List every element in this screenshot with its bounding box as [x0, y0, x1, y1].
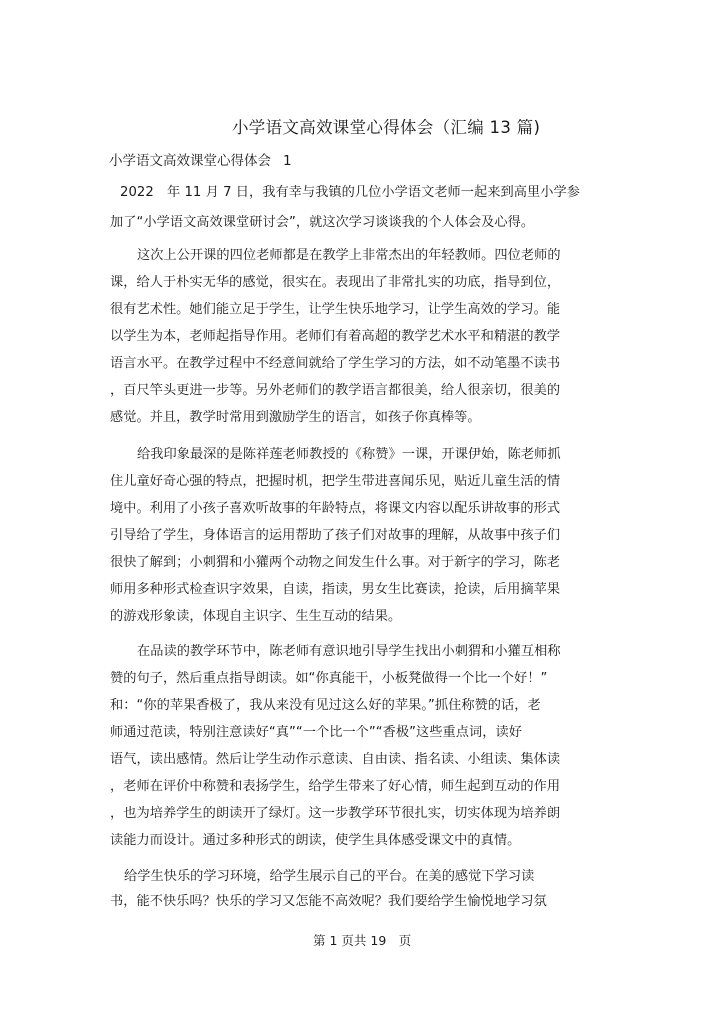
text-line: 赞的句子，然后重点指导朗读。如“你真能干，小板凳做得一个比一个好！” — [110, 671, 548, 686]
text-line: 境中。利用了小孩子喜欢听故事的年龄特点，将课文内容以配乐讲故事的形式 — [110, 501, 561, 516]
text-line: 这次上公开课的四位老师都是在教学上非常杰出的年轻教师。四位老师的 — [137, 248, 561, 263]
text-line: 在品读的教学环节中，陈老师有意识地引导学生找出小刺猬和小獾互相称 — [137, 644, 561, 659]
text-line: 以学生为本，老师起指导作用。老师们有着高超的教学艺术水平和精湛的教学 — [110, 329, 561, 344]
text-line: 的游戏形象读，体现自主识字、生生互动的结果。 — [110, 609, 402, 624]
text-line: 课，给人于朴实无华的感觉，很实在。表现出了非常扎实的功底，指导到位， — [110, 275, 561, 290]
text-line: 很有艺术性。她们能立足于学生，让学生快乐地学习，让学生高效的学习。能 — [110, 302, 561, 317]
text-line: 读能力而设计。通过多种形式的朗读，使学生具体感受课文中的真情。 — [110, 833, 521, 848]
section-heading — [109, 149, 292, 169]
document-title: 小学语文高效课堂心得体会（汇编 13 篇) — [232, 118, 541, 137]
text-line: 感觉。并且，教学时常用到激励学生的语言，如孩子你真棒等。 — [110, 410, 481, 425]
section-heading-text: 小学语文高效课堂心得体会 — [109, 153, 271, 169]
text-line: 书，能不快乐吗？快乐的学习又怎能不高效呢？我们要给学生愉悦地学习氛 — [110, 894, 547, 909]
page-footer: 第 1 页共 19 页 — [313, 933, 412, 948]
text-line: 师用多种形式检查识字效果，自读，指读，男女生比赛读，抢读，后用摘苹果 — [110, 582, 561, 597]
text-line: 和：“你的苹果香极了，我从来没有见过这么好的苹果。”抓住称赞的话，老 — [110, 698, 541, 713]
text-line: 2022 年 11 月 7 日，我有幸与我镇的几位小学语文老师一起来到高里小学参 — [120, 185, 580, 200]
text-line: 引导给了学生，身体语言的运用帮助了孩子们对故事的理解，从故事中孩子们 — [110, 528, 561, 543]
text-line: 住儿童好奇心强的特点，把握时机，把学生带进喜闻乐见，贴近儿童生活的情 — [110, 474, 561, 489]
text-line: 加了“小学语文高效课堂研讨会”，就这次学习谈谈我的个人体会及心得。 — [110, 215, 535, 230]
text-line: 师通过范读，特别注意读好“真”“一个比一个”“香极”这些重点词，读好 — [110, 725, 522, 740]
text-line: ，老师在评价中称赞和表扬学生，给学生带来了好心情，师生起到互动的作用 — [110, 779, 561, 794]
text-line: 给学生快乐的学习环境，给学生展示自己的平台。在美的感觉下学习读 — [124, 869, 535, 884]
text-line: 给我印象最深的是陈祥莲老师教授的《称赞》一课，开课伊始，陈老师抓 — [137, 447, 561, 462]
text-line: 很快了解到；小刺猬和小獾两个动物之间发生什么事。对于新字的学习，陈老 — [110, 555, 561, 570]
text-line: ，百尺竿头更进一步等。另外老师们的教学语言都很美，给人很亲切，很美的 — [110, 383, 561, 398]
section-number: 1 — [283, 153, 292, 169]
text-line: ，也为培养学生的朗读开了绿灯。这一步教学环节很扎实，切实体现为培养朗 — [110, 806, 561, 821]
text-line: 语言水平。在教学过程中不经意间就给了学生学习的方法，如不动笔墨不读书 — [110, 356, 561, 371]
text-line: 语气，读出感情。然后让学生动作示意读、自由读、指名读、小组读、集体读 — [110, 752, 561, 767]
